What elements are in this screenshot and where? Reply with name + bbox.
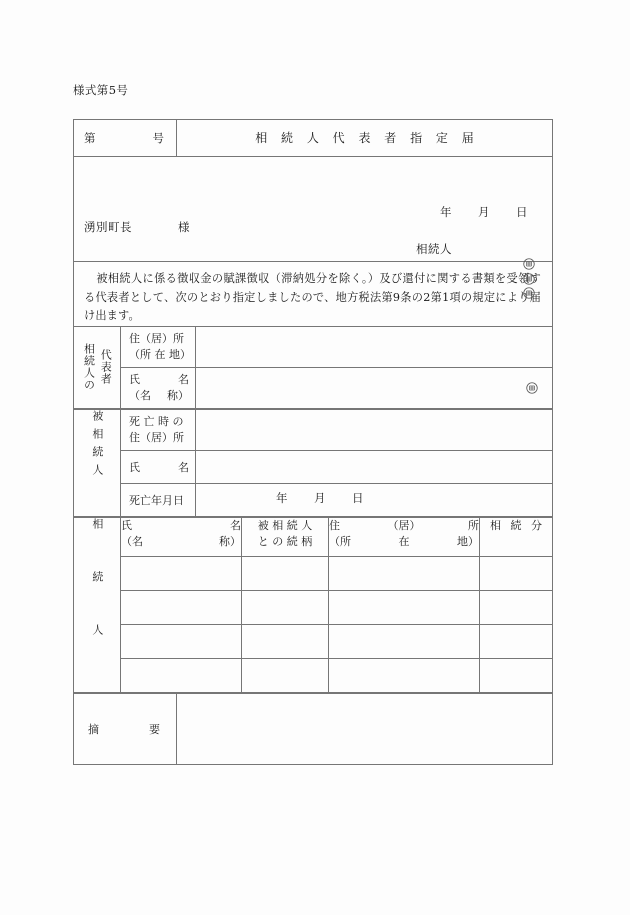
table-row xyxy=(74,624,552,658)
heir-address-cell[interactable] xyxy=(329,590,480,624)
heirs-name-hdr-l2a: （名 xyxy=(121,534,143,548)
heir-name-cell[interactable] xyxy=(121,658,242,692)
heirs-vertical-label xyxy=(74,518,121,693)
decedent-address-row xyxy=(74,410,552,451)
decedent-death-date-value[interactable] xyxy=(196,483,553,516)
document-number-prefix: 第 xyxy=(84,131,96,145)
representative-label-left: 相続人の xyxy=(82,343,96,391)
heirs-col-address-header xyxy=(329,518,480,557)
representative-name-row xyxy=(74,367,552,408)
remarks-label-a: 摘 xyxy=(88,722,99,736)
heirs-address-hdr-l2a: （所 xyxy=(329,534,351,548)
addressee-cell xyxy=(74,157,553,262)
heirs-table xyxy=(74,518,552,693)
death-date-year-label: 年 xyxy=(276,490,288,505)
decedent-name-label-b: 名 xyxy=(178,460,189,474)
heir-relation-cell[interactable] xyxy=(242,590,329,624)
heir-share-cell[interactable] xyxy=(480,556,553,590)
submission-date-line[interactable] xyxy=(440,204,528,220)
decedent-row xyxy=(74,409,553,517)
heir-relation-cell[interactable] xyxy=(242,658,329,692)
heir-share-cell[interactable] xyxy=(480,624,553,658)
representative-section xyxy=(74,326,553,409)
representative-table xyxy=(74,327,552,409)
rep-address-label-line2: （所 在 地） xyxy=(129,347,191,361)
heirs-header-row xyxy=(74,518,552,557)
form-title: 相 続 人 代 表 者 指 定 届 xyxy=(255,131,479,145)
addressee-office: 湧別町長 xyxy=(84,220,132,234)
heirs-name-hdr-l1a: 氏 xyxy=(121,518,132,532)
document-number-suffix: 号 xyxy=(152,131,164,145)
form-number-label: 様式第5号 xyxy=(73,83,129,97)
decedent-section xyxy=(74,409,553,517)
decedent-address-value[interactable] xyxy=(196,410,553,451)
heirs-address-hdr-l1c: 所 xyxy=(468,518,479,532)
rep-name-label-l2a: （名 xyxy=(129,388,151,402)
representative-address-label xyxy=(121,327,196,368)
decedent-table xyxy=(74,410,552,517)
seal-icon[interactable] xyxy=(523,273,535,285)
heir-share-cell[interactable] xyxy=(480,590,553,624)
representative-name-value[interactable] xyxy=(196,367,553,408)
heir-address-cell[interactable] xyxy=(329,624,480,658)
decedent-vertical-label xyxy=(74,410,121,517)
rep-name-label-l1a: 氏 xyxy=(129,372,140,386)
heirs-relation-hdr-l1: 被 相 続 人 xyxy=(257,518,313,532)
rep-name-label-l1b: 名 xyxy=(178,372,189,386)
statement-cell xyxy=(74,262,553,327)
heirs-name-hdr-l1b: 名 xyxy=(230,518,241,532)
heirs-col-name-header xyxy=(121,518,242,557)
table-row xyxy=(74,590,552,624)
heir-relation-cell[interactable] xyxy=(242,624,329,658)
decedent-name-row xyxy=(74,450,552,483)
heirs-col-relation-header xyxy=(242,518,329,557)
heir-address-cell[interactable] xyxy=(329,658,480,692)
rep-address-label-line1: 住（居）所 xyxy=(129,331,184,345)
seal-icon[interactable] xyxy=(526,382,538,394)
decedent-name-value[interactable] xyxy=(196,450,553,483)
heirs-address-hdr-l2c: 地） xyxy=(457,534,479,548)
date-month-label: 月 xyxy=(478,205,490,219)
heirs-address-hdr-l1a: 住 xyxy=(329,518,340,532)
heirs-row xyxy=(74,517,553,693)
representative-address-value[interactable] xyxy=(196,327,553,368)
heirs-address-hdr-l1b: （居） xyxy=(387,518,421,532)
representative-name-label xyxy=(121,367,196,408)
decedent-name-label xyxy=(121,450,196,483)
heirs-share-hdr: 相 続 分 xyxy=(490,518,545,532)
main-form-table xyxy=(73,119,553,765)
heir-share-cell[interactable] xyxy=(480,658,553,692)
heirs-label-text: 相続人 xyxy=(90,517,104,677)
heirs-address-hdr-l2b: 在 xyxy=(398,534,410,548)
decedent-death-date-label-text: 死亡年月日 xyxy=(129,493,184,507)
table-row xyxy=(74,658,552,692)
rep-name-label-l2b: 称） xyxy=(167,388,189,402)
date-year-label: 年 xyxy=(440,205,452,219)
representative-address-row xyxy=(74,327,552,368)
heir-relation-cell[interactable] xyxy=(242,556,329,590)
addressee-honorific: 様 xyxy=(178,220,190,234)
decedent-name-label-a: 氏 xyxy=(129,460,140,474)
heir-name-cell[interactable] xyxy=(121,624,242,658)
heirs-col-share-header xyxy=(480,518,553,557)
remarks-row xyxy=(74,693,553,764)
table-row xyxy=(74,556,552,590)
heir-name-cell[interactable] xyxy=(121,556,242,590)
decedent-death-date-row xyxy=(74,483,552,516)
death-date-day-label: 日 xyxy=(352,490,364,505)
seal-icon[interactable] xyxy=(523,287,535,299)
document-number-cell[interactable] xyxy=(74,120,177,157)
representative-row xyxy=(74,326,553,409)
date-day-label: 日 xyxy=(516,205,528,219)
heirs-section xyxy=(74,517,553,693)
decedent-label-text: 被相続人 xyxy=(90,409,104,482)
decedent-death-date-label xyxy=(121,483,196,516)
death-date-line xyxy=(196,484,552,512)
heirs-name-hdr-l2b: 称） xyxy=(219,534,241,548)
heir-address-cell[interactable] xyxy=(329,556,480,590)
seal-icon[interactable] xyxy=(523,258,535,270)
representative-label-right: 代表者 xyxy=(99,349,113,385)
statement-text: 被相続人に係る徴収金の賦課徴収（滞納処分を除く。）及び還付に関する書類を受領する代表者として、次のとおり指定しましたので、地方税法第9条の2第1項の規定により届け出ます。 xyxy=(84,272,541,322)
representative-vertical-label xyxy=(74,327,121,409)
heir-signature-label: 相続人 xyxy=(416,242,452,256)
remarks-label-b: 要 xyxy=(149,722,160,736)
remarks-label-cell xyxy=(74,693,177,764)
remarks-value-cell[interactable] xyxy=(177,693,553,764)
heirs-relation-hdr-l2: と の 続 柄 xyxy=(257,534,313,548)
title-row xyxy=(74,120,553,157)
addressee-row xyxy=(74,157,553,262)
death-date-month-label: 月 xyxy=(314,490,326,505)
seal-stack xyxy=(523,258,535,302)
statement-row xyxy=(74,262,553,327)
decedent-address-label xyxy=(121,410,196,451)
decedent-address-label-l1: 死 亡 時 の xyxy=(129,414,184,428)
decedent-address-label-l2: 住（居）所 xyxy=(129,430,184,444)
heir-name-cell[interactable] xyxy=(121,590,242,624)
form-title-cell xyxy=(177,120,553,157)
